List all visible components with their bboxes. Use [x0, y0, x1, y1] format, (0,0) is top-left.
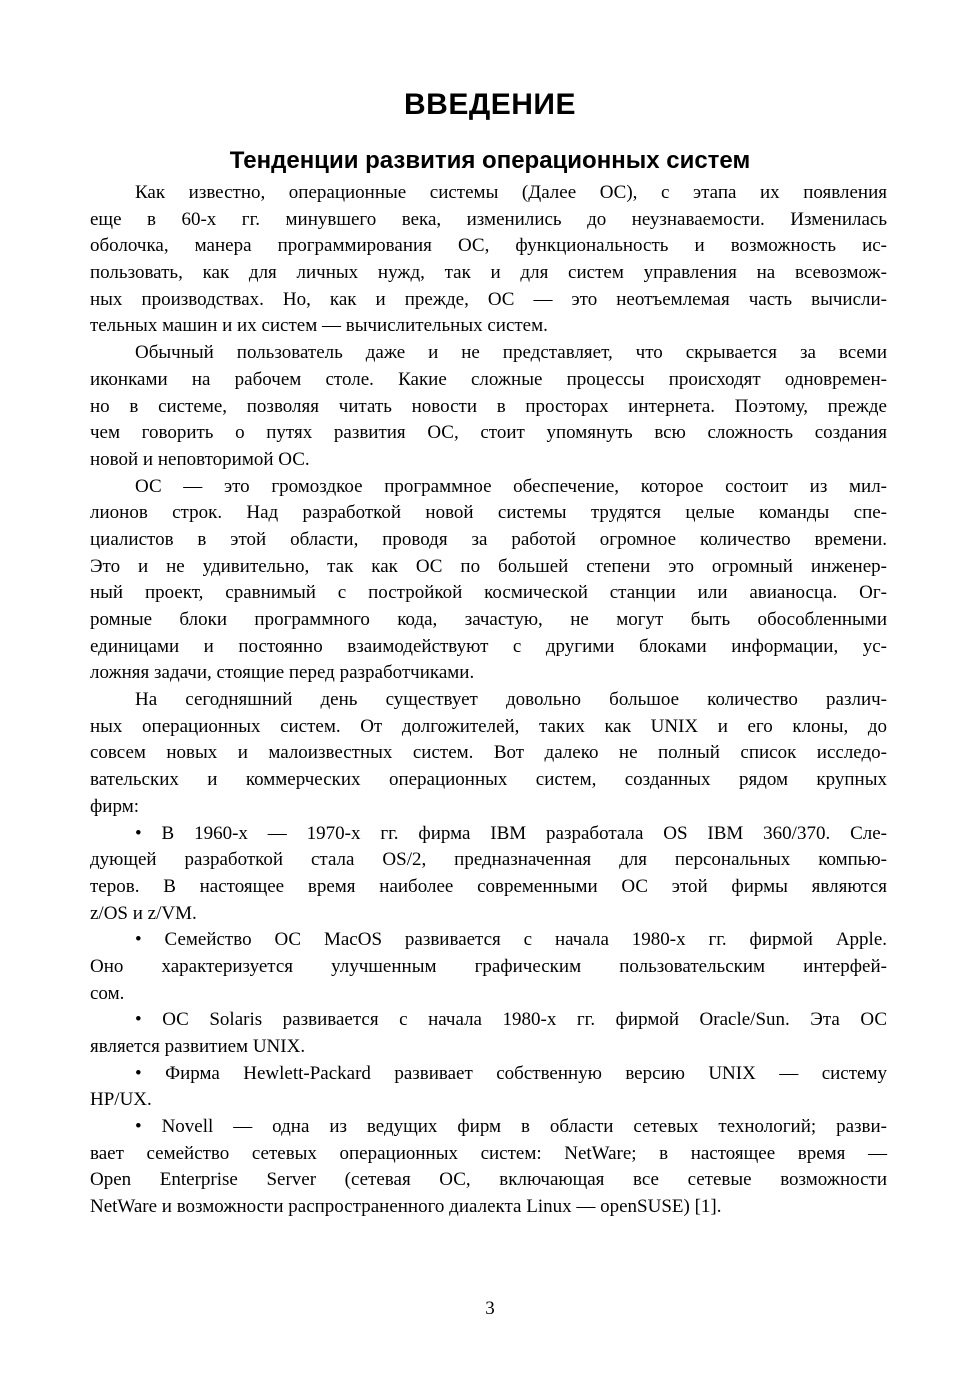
text-line: вательских и коммерческих операционных систем, созданных рядом крупных — [90, 769, 887, 791]
text-line: еще в 60-х гг. минувшего века, изменились до неузнаваемости. Изменилась — [90, 208, 887, 230]
text-line: Это и не удивительно, так как ОС по большей степени это огромный инженер- — [90, 555, 887, 577]
text-line: • Фирма Hewlett-Packard развивает собственную версию UNIX — систему — [135, 1062, 887, 1084]
text-line: тельных машин и их систем — вычислительных систем. — [90, 315, 548, 337]
text-line: ложняя задачи, стоящие перед разработчиками. — [90, 662, 475, 684]
text-line: оболочка, манера программирования ОС, функциональность и возможность ис- — [90, 235, 887, 257]
paragraph — [90, 687, 887, 820]
text-line: сом. — [90, 982, 125, 1004]
text-line: фирм: — [90, 795, 139, 817]
text-line: На сегодняшний день существует довольно большое количество различ- — [135, 689, 887, 711]
text-line: ный проект, сравнимый с постройкой космической станции или авианосца. Ог- — [90, 582, 887, 604]
text-line: совсем новых и малоизвестных систем. Вот далеко не полный список исследо- — [90, 742, 887, 764]
text-line: ромные блоки программного кода, зачастую, не могут быть обособленными — [90, 609, 887, 630]
text-line: новой и неповторимой ОС. — [90, 448, 310, 470]
text-line: вает семейство сетевых операционных систем: NetWare; в настоящее время — — [90, 1142, 887, 1164]
page-title: ВВЕДЕНИЕ — [404, 88, 576, 121]
bullet-item — [90, 1061, 887, 1114]
bullet-item — [90, 821, 887, 928]
text-line: ОС — это громоздкое программное обеспечение, которое состоит из мил- — [135, 475, 887, 497]
text-line: • ОС Solaris развивается с начала 1980-х гг. фирмой Oracle/Sun. Эта ОС — [135, 1009, 887, 1031]
body-text — [90, 180, 887, 1221]
text-line: пользовать, как для личных нужд, так и для систем управления на всевозмож- — [90, 262, 887, 284]
paragraph — [90, 474, 887, 688]
text-line: является развитием UNIX. — [90, 1036, 306, 1057]
paragraph — [90, 340, 887, 473]
text-line: HP/UX. — [90, 1089, 152, 1111]
text-line: z/OS и z/VM. — [90, 902, 197, 924]
text-line: ных производствах. Но, как и прежде, ОС — это неотъемлемая часть вычисли- — [90, 288, 887, 310]
text-line: Как известно, операционные системы (Далее ОС), с этапа их появления — [135, 182, 887, 203]
text-line: • Семейство ОС MacOS развивается с начала 1980-х гг. фирмой Apple. — [135, 929, 887, 951]
bullet-item — [90, 1114, 887, 1221]
text-line: но в системе, позволяя читать новости в просторах интернета. Поэтому, прежде — [90, 395, 887, 417]
text-line: циалистов в этой области, проводя за работой огромное количество времени. — [90, 528, 887, 550]
text-line: Обычный пользователь даже и не представляет, что скрывается за всеми — [135, 342, 887, 364]
text-line: теров. В настоящее время наиболее современными ОС этой фирмы являются — [90, 875, 887, 897]
text-line: ных операционных систем. От долгожителей, таких как UNIX и его клоны, до — [90, 715, 887, 737]
text-line: единицами и постоянно взаимодействуют с другими блоками информации, ус- — [90, 635, 887, 657]
text-line: NetWare и возможности распространенного диалекта Linux — openSUSE) [1]. — [90, 1196, 722, 1218]
page-number: 3 — [485, 1298, 495, 1319]
text-line: иконками на рабочем столе. Какие сложные процессы происходят одновремен- — [90, 368, 887, 390]
paragraph — [90, 180, 887, 340]
text-line: Open Enterprise Server (сетевая ОС, включающая все сетевые возможности — [90, 1169, 887, 1191]
text-line: Оно характеризуется улучшенным графическим пользовательским интерфей- — [90, 955, 887, 977]
bullet-item — [90, 1007, 887, 1060]
text-line: дующей разработкой стала OS/2, предназначенная для персональных компью- — [90, 849, 887, 871]
section-title: Тенденции развития операционных систем — [229, 147, 751, 174]
bullet-item — [90, 927, 887, 1007]
text-line: • Novell — одна из ведущих фирм в области сетевых технологий; разви- — [135, 1116, 887, 1138]
text-line: чем говорить о путях развития ОС, стоит упомянуть всю сложность создания — [90, 422, 887, 444]
text-line: • В 1960-х — 1970-х гг. фирма IBM разработала OS IBM 360/370. Сле- — [135, 822, 887, 844]
text-line: лионов строк. Над разработкой новой системы трудятся целые команды спе- — [90, 502, 887, 524]
